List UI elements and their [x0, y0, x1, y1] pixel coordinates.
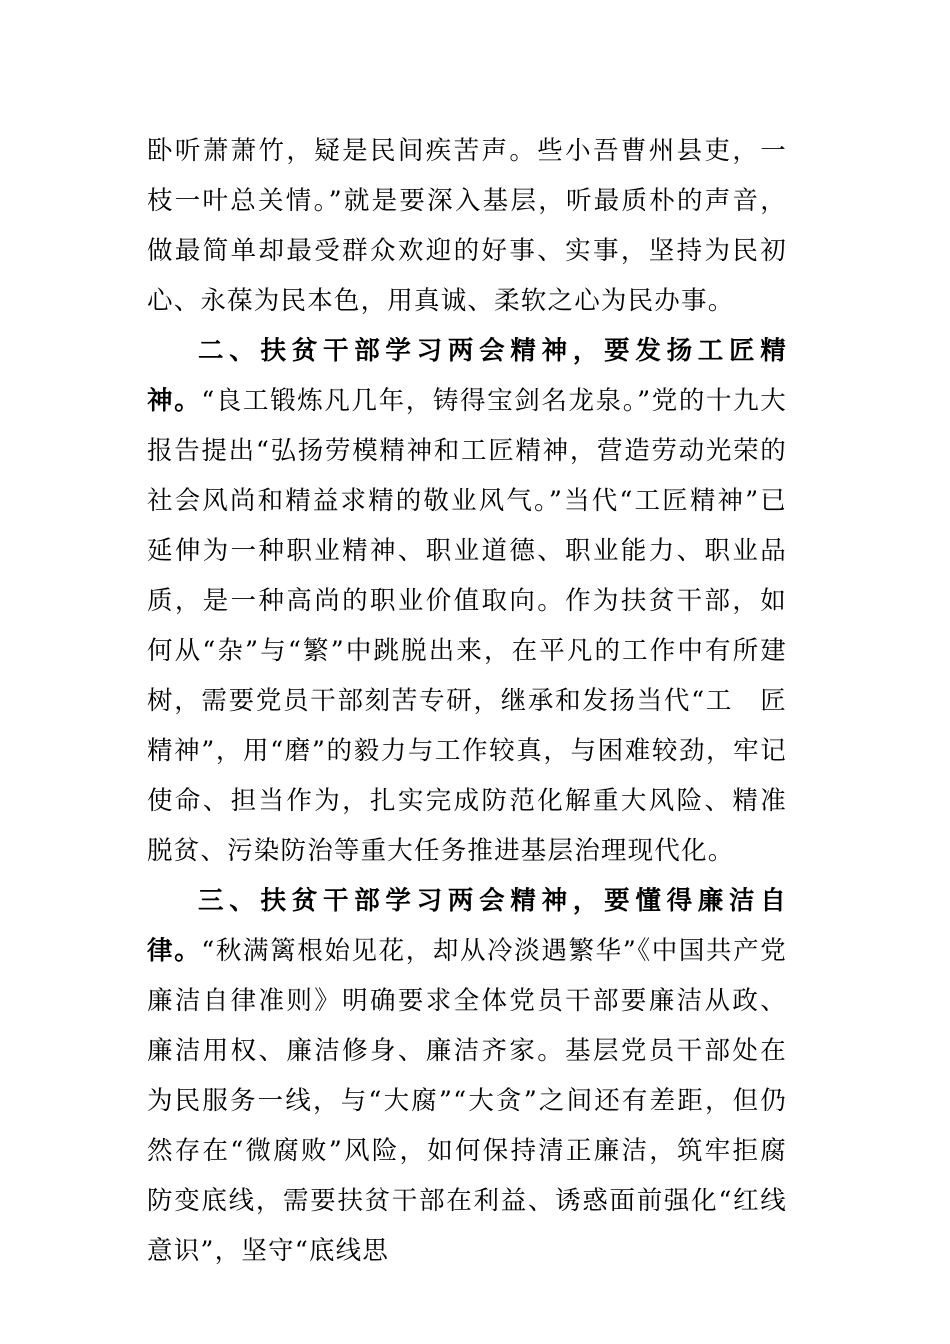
section-heading-three: 三、扶贫干部学习两会精神，要懂得廉洁自律。: [147, 886, 787, 966]
paragraph-text: “秋满篱根始见花，却从冷淡遇繁华”《中国共产党廉洁自律准则》明确要求全体党员干部要廉洁从政、廉洁用权、廉洁修身、廉洁齐家。基层党员干部处在为民服务一线，与“大腐”“大贪”之间还有差距，但仍然存在“微腐败”风险，如何保持清正廉洁，筑牢拒腐防变底线，需要扶贫干部在利益、诱惑面前强化“红线意识”，坚守“底线思: [147, 936, 787, 1266]
paragraph-craftsmanship: [147, 326, 787, 876]
paragraph-text: “良工锻炼凡几年，铸得宝剑名龙泉。”党的十九大报告提出“弘扬劳模精神和工匠精神，营造劳动光荣的社会风尚和精益求精的敬业风气。”当代“工匠精神”已延伸为一种职业精神、职业道德、职业能力、职业品质，是一种高尚的职业价值取向。作为扶贫干部，如何从“杂”与“繁”中跳脱出来，在平凡的工作中有所建树，需要党员干部刻苦专研，继承和发扬当代“工 匠精神”，用“磨”的毅力与工作较真，与困难较劲，牢记使命、担当作为，扎实完成防范化解重大风险、精准脱贫、污染防治等重大任务推进基层治理现代化。: [147, 386, 787, 866]
paragraph-continuation: [147, 126, 787, 326]
section-heading-two: 二、扶贫干部学习两会精神，要发扬工匠精神。: [147, 336, 787, 416]
document-body: [147, 126, 787, 1276]
paragraph-text: 卧听萧萧竹，疑是民间疾苦声。些小吾曹州县吏，一枝一叶总关情。”就是要深入基层，听最质朴的声音，做最简单却最受群众欢迎的好事、实事，坚持为民初心、永葆为民本色，用真诚、柔软之心为民办事。: [147, 136, 787, 316]
paragraph-integrity: [147, 876, 787, 1276]
